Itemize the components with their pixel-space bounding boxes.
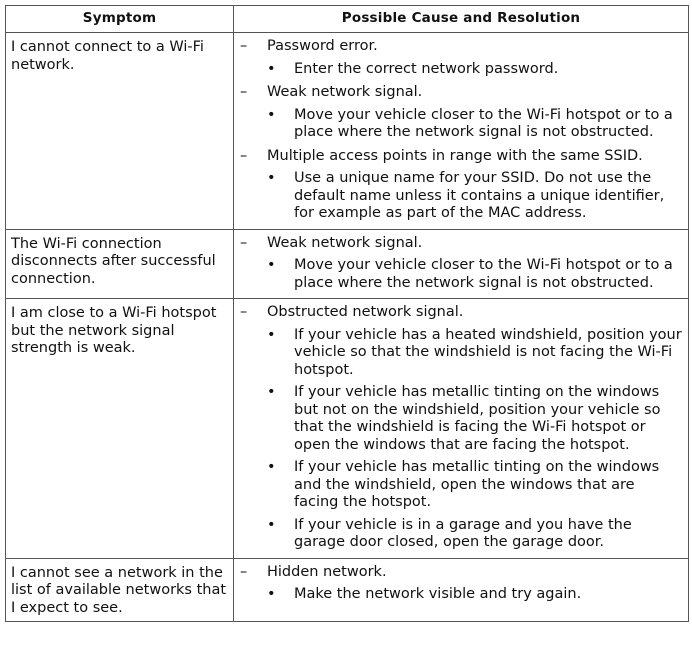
table-row <box>6 229 689 299</box>
resolution-text: Move your vehicle closer to the Wi-Fi hotspot or to a place where the network signal is not obstructed. <box>294 106 673 140</box>
symptom-cell: I cannot see a network in the list of available networks that I expect to see. <box>6 558 234 622</box>
resolution-item <box>234 107 682 142</box>
resolution-item <box>234 257 682 292</box>
cause-item <box>234 564 682 582</box>
resolution-item <box>234 61 682 79</box>
bullet-marker: • <box>267 257 276 273</box>
resolution-text: Enter the correct network password. <box>294 60 559 77</box>
resolution-item <box>234 586 682 604</box>
dash-marker: – <box>240 234 248 251</box>
symptom-cell: I cannot connect to a Wi-Fi network. <box>6 33 234 230</box>
resolution-item <box>234 384 682 454</box>
bullet-marker: • <box>267 106 276 123</box>
cause-text: Weak network signal. <box>267 234 423 251</box>
resolution-text: If your vehicle has a heated windshield, position your vehicle so that the windshield is not facing the Wi-Fi hotspot. <box>294 326 682 378</box>
cause-resolution-cell <box>234 229 689 299</box>
symptom-cell: The Wi-Fi connection disconnects after successful connection. <box>6 229 234 299</box>
cause-resolution-cell <box>234 299 689 559</box>
header-row <box>6 6 689 33</box>
cause-resolution-cell <box>234 558 689 622</box>
cause-text: Hidden network. <box>267 563 387 580</box>
resolution-text: Move your vehicle closer to the Wi-Fi hotspot or to a place where the network signal is not obstructed. <box>294 257 673 291</box>
bullet-marker: • <box>267 170 276 186</box>
resolution-item <box>234 170 682 223</box>
table-row <box>6 558 689 622</box>
cause-text: Obstructed network signal. <box>267 304 464 320</box>
cause-item <box>234 235 682 253</box>
bullet-marker: • <box>267 459 276 475</box>
cause-resolution-cell <box>234 33 689 230</box>
cause-text: Multiple access points in range with the same SSID. <box>267 147 643 164</box>
resolution-item <box>234 517 682 552</box>
dash-marker: – <box>240 84 248 100</box>
resolution-text: Make the network visible and try again. <box>294 586 582 602</box>
bullet-marker: • <box>267 384 276 400</box>
table-body <box>6 33 689 622</box>
resolution-text: If your vehicle has metallic tinting on the windows but not on the windshield, position your vehicle so that the windshield is facing the Wi-Fi hotspot or open the windows that are facing the hotspot. <box>294 384 661 453</box>
dash-marker: – <box>240 304 248 320</box>
resolution-text: Use a unique name for your SSID. Do not use the default name unless it contains a unique identifier, for example as part of the MAC address. <box>294 170 665 221</box>
bullet-marker: • <box>267 586 276 602</box>
troubleshooting-table <box>5 5 689 622</box>
symptom-header: Symptom <box>6 6 234 33</box>
dash-marker: – <box>240 38 248 54</box>
resolution-item <box>234 327 682 380</box>
cause-text: Weak network signal. <box>267 84 423 100</box>
cause-item <box>234 84 682 102</box>
table-row <box>6 299 689 559</box>
cause-header: Possible Cause and Resolution <box>234 6 689 33</box>
table-row <box>6 33 689 230</box>
bullet-marker: • <box>267 516 276 533</box>
resolution-text: If your vehicle has metallic tinting on the windows and the windshield, open the windows that are facing the hotspot. <box>294 459 660 510</box>
bullet-marker: • <box>267 60 276 77</box>
symptom-cell: I am close to a Wi-Fi hotspot but the network signal strength is weak. <box>6 299 234 559</box>
resolution-text: If your vehicle is in a garage and you have the garage door closed, open the garage door. <box>294 516 632 550</box>
cause-item <box>234 38 682 56</box>
cause-item <box>234 148 682 166</box>
dash-marker: – <box>240 563 248 580</box>
bullet-marker: • <box>267 326 276 343</box>
resolution-item <box>234 459 682 512</box>
cause-text: Password error. <box>267 38 378 54</box>
cause-item <box>234 304 682 322</box>
dash-marker: – <box>240 147 248 164</box>
